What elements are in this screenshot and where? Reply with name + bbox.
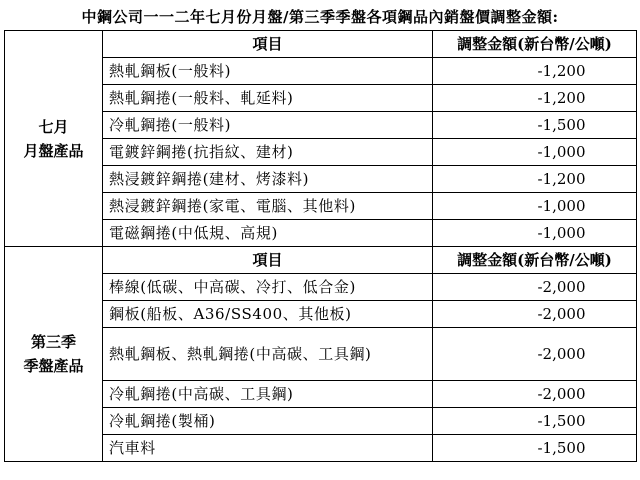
item-cell: 熱浸鍍鋅鋼捲(建材、烤漆料) [103, 166, 433, 193]
amount-cell: -1,500 [433, 435, 637, 462]
page-title: 中鋼公司一一二年七月份月盤/第三季季盤各項鋼品內銷盤價調整金額: [81, 8, 559, 26]
column-header-item: 項目 [103, 31, 433, 58]
group-label-line2: 季盤產品 [23, 357, 84, 375]
item-cell: 熱浸鍍鋅鋼捲(家電、電腦、其他料) [103, 193, 433, 220]
item-cell: 熱軋鋼板、熱軋鋼捲(中高碳、工具鋼) [103, 328, 433, 381]
price-adjustment-table [4, 30, 637, 462]
group-label-quarterly [5, 247, 103, 462]
item-cell: 電鍍鋅鋼捲(抗指紋、建材) [103, 139, 433, 166]
item-cell: 汽車料 [103, 435, 433, 462]
group-label-monthly [5, 31, 103, 247]
amount-cell: -1,500 [433, 112, 637, 139]
column-header-amount: 調整金額(新台幣/公噸) [433, 247, 637, 274]
amount-cell: -2,000 [433, 301, 637, 328]
amount-cell: -1,200 [433, 166, 637, 193]
item-cell: 冷軋鋼捲(製桶) [103, 408, 433, 435]
table-header-row [5, 31, 637, 58]
amount-cell: -2,000 [433, 381, 637, 408]
amount-cell: -2,000 [433, 274, 637, 301]
group-label-line1: 七月 [38, 117, 69, 136]
item-cell: 電磁鋼捲(中低規、高規) [103, 220, 433, 247]
amount-cell: -1,000 [433, 193, 637, 220]
table-header-row [5, 247, 637, 274]
amount-cell: -1,000 [433, 220, 637, 247]
item-cell: 鋼板(船板、A36/SS400、其他板) [103, 301, 433, 328]
amount-cell: -1,000 [433, 139, 637, 166]
group-label-line1: 第三季 [30, 333, 76, 351]
group-label-line2: 月盤產品 [23, 141, 84, 160]
item-cell: 熱軋鋼板(一般料) [103, 58, 433, 85]
amount-cell: -1,200 [433, 58, 637, 85]
column-header-amount: 調整金額(新台幣/公噸) [433, 31, 637, 58]
amount-cell: -1,500 [433, 408, 637, 435]
item-cell: 熱軋鋼捲(一般料、軋延料) [103, 85, 433, 112]
item-cell: 冷軋鋼捲(一般料) [103, 112, 433, 139]
column-header-item: 項目 [103, 247, 433, 274]
amount-cell: -2,000 [433, 328, 637, 381]
item-cell: 冷軋鋼捲(中高碳、工具鋼) [103, 381, 433, 408]
amount-cell: -1,200 [433, 85, 637, 112]
item-cell: 棒線(低碳、中高碳、冷打、低合金) [103, 274, 433, 301]
